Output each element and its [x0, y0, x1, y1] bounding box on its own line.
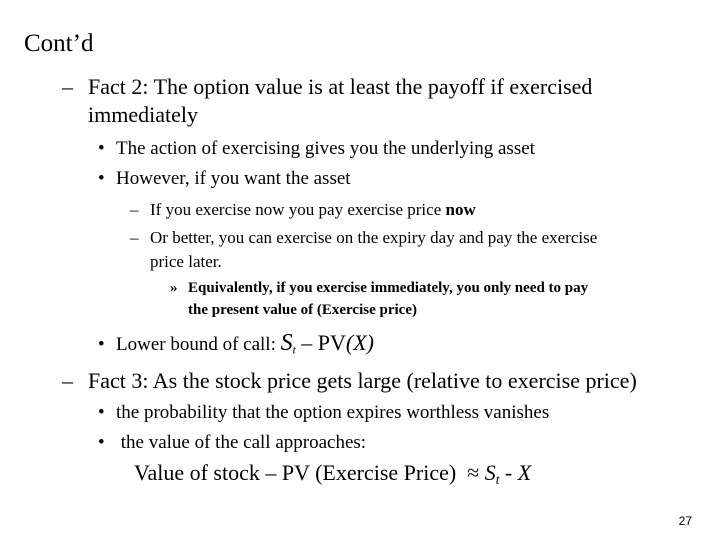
fact-2-line-2: immediately	[88, 102, 198, 127]
dash-marker: –	[62, 368, 73, 393]
bullet-text: The action of exercising gives you the underlying asset	[116, 138, 535, 159]
bullet-marker: •	[98, 168, 105, 189]
lower-bound-text	[116, 330, 374, 357]
bullet-marker: •	[98, 402, 105, 423]
sub-item-bold: now	[445, 200, 476, 219]
lower-bound-s: S	[280, 330, 293, 356]
lower-bound-paren: (X)	[345, 330, 375, 355]
slide-title: Cont’d	[24, 30, 94, 57]
fact-2-line-1: Fact 2: The option value is at least the payoff if exercised	[88, 74, 593, 99]
page-number: 27	[678, 514, 692, 528]
bullet-marker: •	[98, 138, 105, 159]
lower-bound-label: Lower bound of call:	[116, 334, 281, 355]
lower-bound-rest: – PV	[295, 330, 346, 355]
note-line-2: the present value of (Exercise price)	[188, 302, 417, 318]
chevron-marker: »	[170, 280, 178, 296]
note-line-1: Equivalently, if you exercise immediately, you only need to pay	[188, 280, 589, 296]
dash-marker: –	[130, 228, 139, 247]
sub-item-text: Or better, you can exercise on the expiry day and pay the exercise	[150, 228, 598, 247]
sub-item-plain: If you exercise now you pay exercise price	[150, 200, 446, 219]
dash-marker: –	[62, 74, 73, 99]
formula	[134, 460, 531, 488]
bullet-marker: •	[98, 334, 105, 355]
formula-sub: t	[495, 471, 500, 487]
formula-s: S	[484, 460, 496, 485]
sub-item-line-2: price later.	[150, 252, 222, 271]
bullet-text: the probability that the option expires worthless vanishes	[116, 402, 550, 423]
bullet-text: the value of the call approaches:	[116, 432, 367, 453]
bullet-text: However, if you want the asset	[116, 168, 351, 189]
formula-text: Value of stock – PV (Exercise Price) ≈	[134, 460, 485, 485]
bullet-marker: •	[98, 432, 105, 453]
fact-3-line: Fact 3: As the stock price gets large (relative to exercise price)	[88, 368, 637, 393]
formula-tail: - X	[499, 460, 532, 485]
lower-bound-sub: t	[292, 344, 296, 357]
sub-item-text	[150, 200, 476, 220]
dash-marker: –	[130, 200, 139, 219]
